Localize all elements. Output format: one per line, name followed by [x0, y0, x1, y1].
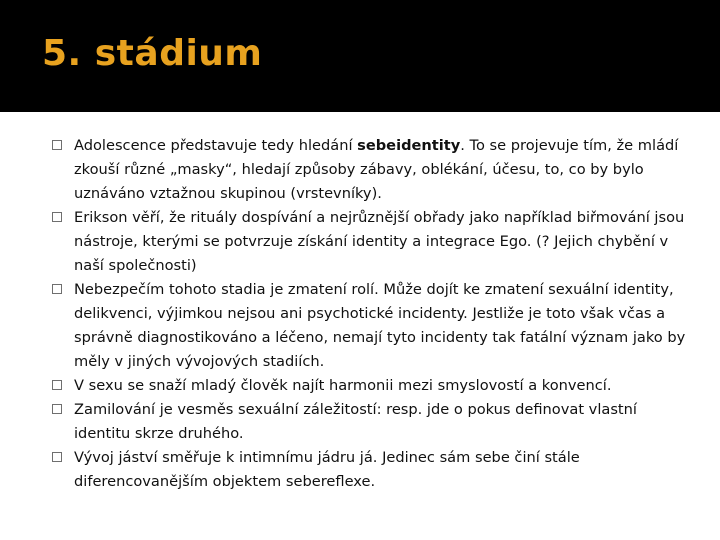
slide-title: 5. stádium	[42, 33, 263, 74]
bullet-text: Zamilování je vesměs sexuální záležitostí: resp. jde o pokus definovat vlastní identitu skrze druhého.	[74, 401, 637, 442]
bullet-item-zmateni-roli	[52, 278, 692, 374]
bullet-text: V sexu se snaží mladý člověk najít harmonii mezi smyslovostí a konvencí.	[74, 377, 612, 394]
title-bar	[0, 0, 720, 112]
bullet-item-sebeidentity	[52, 134, 692, 206]
bullet-text-bold: sebeidentity	[357, 137, 461, 154]
bullet-item-jastvi	[52, 446, 692, 494]
square-outline-icon	[52, 380, 62, 390]
bullet-text	[74, 137, 678, 202]
bullet-text: Vývoj jáství směřuje k intimnímu jádru já. Jedinec sám sebe činí stále diferencovanějším objektem sebereflexe.	[74, 449, 580, 490]
square-outline-icon	[52, 140, 62, 150]
square-outline-icon	[52, 452, 62, 462]
square-outline-icon	[52, 284, 62, 294]
bullet-item-erikson	[52, 206, 692, 278]
bullet-list	[52, 134, 692, 494]
bullet-text-before: Adolescence představuje tedy hledání	[74, 137, 358, 154]
square-outline-icon	[52, 404, 62, 414]
bullet-text: Nebezpečím tohoto stadia je zmatení rolí. Může dojít ke zmatení sexuální identity, delikvenci, výjimkou nejsou ani psychotické incidenty. Jestliže je toto však včas a správně diagnostikováno a léčeno, nemají tyto incidenty tak fatální význam jako by měly v jiných vývojových stadiích.	[74, 281, 686, 370]
bullet-item-zamilovani	[52, 398, 692, 446]
bullet-text: Erikson věří, že rituály dospívání a nejrůznější obřady jako například biřmování jsou nástroje, kterými se potvrzuje získání identity a integrace Ego. (? Jejich chybění v naší společnosti)	[74, 209, 685, 274]
bullet-item-sex	[52, 374, 692, 398]
square-outline-icon	[52, 212, 62, 222]
bullet-text-after: . To se projevuje tím, že mládí zkouší různé „masky“, hledají způsoby zábavy, oblékání, účesu, to, co by bylo uznáváno vztažnou skupinou (vrstevníky).	[74, 137, 679, 202]
